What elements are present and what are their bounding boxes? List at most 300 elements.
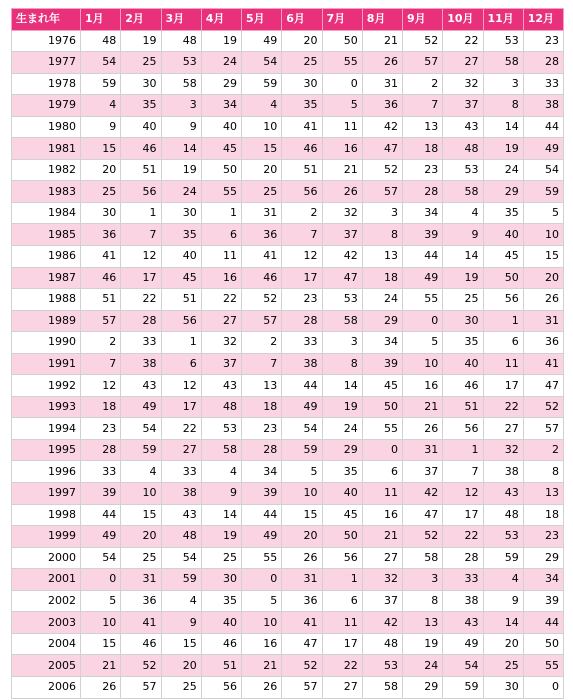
table-row [12, 310, 564, 332]
table-row [12, 138, 564, 160]
value-cell: 56 [201, 676, 241, 698]
table-row [12, 504, 564, 526]
value-cell: 4 [161, 590, 201, 612]
value-cell: 41 [282, 116, 322, 138]
value-cell: 1 [443, 439, 483, 461]
value-cell: 22 [161, 418, 201, 440]
value-cell: 51 [81, 289, 121, 311]
value-cell: 13 [242, 375, 282, 397]
value-cell: 8 [362, 224, 402, 246]
value-cell: 2 [403, 73, 443, 95]
table-row [12, 612, 564, 634]
value-cell: 15 [81, 138, 121, 160]
value-cell: 30 [443, 310, 483, 332]
value-cell: 55 [242, 547, 282, 569]
table-row [12, 95, 564, 117]
value-cell: 5 [403, 332, 443, 354]
value-cell: 15 [81, 633, 121, 655]
value-cell: 5 [322, 95, 362, 117]
value-cell: 19 [121, 30, 161, 52]
value-cell: 13 [403, 116, 443, 138]
value-cell: 25 [121, 52, 161, 74]
value-cell: 39 [242, 483, 282, 505]
value-cell: 49 [242, 526, 282, 548]
value-cell: 29 [322, 439, 362, 461]
table-row [12, 30, 564, 52]
value-cell: 51 [161, 289, 201, 311]
year-cell: 1998 [12, 504, 81, 526]
value-cell: 53 [161, 52, 201, 74]
value-cell: 36 [523, 332, 563, 354]
value-cell: 43 [483, 483, 523, 505]
value-cell: 59 [242, 73, 282, 95]
value-cell: 28 [282, 310, 322, 332]
value-cell: 30 [121, 73, 161, 95]
value-cell: 50 [201, 159, 241, 181]
value-cell: 4 [121, 461, 161, 483]
value-cell: 0 [403, 310, 443, 332]
value-cell: 13 [523, 483, 563, 505]
year-cell: 1988 [12, 289, 81, 311]
table-row [12, 267, 564, 289]
value-cell: 21 [322, 159, 362, 181]
value-cell: 38 [161, 483, 201, 505]
header-month-2: 2月 [121, 9, 161, 31]
value-cell: 40 [201, 612, 241, 634]
value-cell: 48 [483, 504, 523, 526]
value-cell: 6 [201, 224, 241, 246]
year-cell: 1978 [12, 73, 81, 95]
value-cell: 45 [322, 504, 362, 526]
value-cell: 16 [362, 504, 402, 526]
value-cell: 59 [81, 73, 121, 95]
value-cell: 49 [523, 138, 563, 160]
table-row [12, 202, 564, 224]
value-cell: 55 [322, 52, 362, 74]
value-cell: 52 [362, 159, 402, 181]
value-cell: 45 [483, 246, 523, 268]
value-cell: 21 [81, 655, 121, 677]
value-cell: 20 [282, 526, 322, 548]
value-cell: 50 [483, 267, 523, 289]
value-cell: 49 [242, 30, 282, 52]
value-cell: 35 [121, 95, 161, 117]
value-cell: 4 [483, 569, 523, 591]
value-cell: 4 [201, 461, 241, 483]
value-cell: 10 [121, 483, 161, 505]
value-cell: 43 [443, 116, 483, 138]
value-cell: 38 [282, 353, 322, 375]
value-cell: 58 [322, 310, 362, 332]
value-cell: 42 [362, 116, 402, 138]
value-cell: 14 [443, 246, 483, 268]
header-month-9: 9月 [403, 9, 443, 31]
value-cell: 48 [81, 30, 121, 52]
value-cell: 9 [161, 612, 201, 634]
value-cell: 2 [282, 202, 322, 224]
value-cell: 17 [322, 633, 362, 655]
value-cell: 40 [161, 246, 201, 268]
value-cell: 25 [443, 289, 483, 311]
value-cell: 54 [81, 547, 121, 569]
value-cell: 57 [242, 310, 282, 332]
value-cell: 20 [483, 633, 523, 655]
value-cell: 27 [201, 310, 241, 332]
value-cell: 3 [161, 95, 201, 117]
value-cell: 23 [523, 30, 563, 52]
value-cell: 17 [161, 396, 201, 418]
value-cell: 49 [282, 396, 322, 418]
value-cell: 32 [443, 73, 483, 95]
value-cell: 52 [282, 655, 322, 677]
value-cell: 19 [443, 267, 483, 289]
value-cell: 9 [201, 483, 241, 505]
year-cell: 1992 [12, 375, 81, 397]
value-cell: 53 [443, 159, 483, 181]
value-cell: 46 [282, 138, 322, 160]
value-cell: 40 [483, 224, 523, 246]
table-row [12, 289, 564, 311]
table-row [12, 353, 564, 375]
year-cell: 1984 [12, 202, 81, 224]
value-cell: 25 [242, 181, 282, 203]
value-cell: 20 [161, 655, 201, 677]
value-cell: 44 [242, 504, 282, 526]
year-cell: 1976 [12, 30, 81, 52]
value-cell: 29 [483, 181, 523, 203]
value-cell: 18 [403, 138, 443, 160]
value-cell: 47 [362, 138, 402, 160]
value-cell: 37 [443, 95, 483, 117]
value-cell: 33 [81, 461, 121, 483]
value-cell: 23 [523, 526, 563, 548]
value-cell: 33 [121, 332, 161, 354]
value-cell: 12 [161, 375, 201, 397]
value-cell: 23 [242, 418, 282, 440]
header-month-8: 8月 [362, 9, 402, 31]
table-row [12, 332, 564, 354]
value-cell: 57 [403, 52, 443, 74]
value-cell: 31 [242, 202, 282, 224]
value-cell: 41 [523, 353, 563, 375]
value-cell: 46 [201, 633, 241, 655]
value-cell: 57 [282, 676, 322, 698]
year-cell: 1981 [12, 138, 81, 160]
value-cell: 24 [322, 418, 362, 440]
value-cell: 8 [523, 461, 563, 483]
value-cell: 57 [523, 418, 563, 440]
value-cell: 9 [483, 590, 523, 612]
value-cell: 36 [81, 224, 121, 246]
year-cell: 1990 [12, 332, 81, 354]
value-cell: 0 [81, 569, 121, 591]
value-cell: 41 [282, 612, 322, 634]
value-cell: 58 [161, 73, 201, 95]
table-row [12, 116, 564, 138]
value-cell: 54 [523, 159, 563, 181]
value-cell: 42 [403, 483, 443, 505]
value-cell: 6 [161, 353, 201, 375]
value-cell: 50 [523, 633, 563, 655]
value-cell: 57 [121, 676, 161, 698]
table-row [12, 526, 564, 548]
value-cell: 56 [161, 310, 201, 332]
value-cell: 41 [121, 612, 161, 634]
value-cell: 32 [322, 202, 362, 224]
value-cell: 59 [483, 547, 523, 569]
value-cell: 54 [242, 52, 282, 74]
value-cell: 5 [242, 590, 282, 612]
value-cell: 30 [161, 202, 201, 224]
value-cell: 56 [443, 418, 483, 440]
value-cell: 29 [362, 310, 402, 332]
value-cell: 7 [242, 353, 282, 375]
value-cell: 0 [362, 439, 402, 461]
header-birth-year: 生まれ年 [12, 9, 81, 31]
value-cell: 53 [322, 289, 362, 311]
value-cell: 27 [362, 547, 402, 569]
value-cell: 28 [242, 439, 282, 461]
value-cell: 21 [403, 396, 443, 418]
value-cell: 27 [443, 52, 483, 74]
value-cell: 9 [81, 116, 121, 138]
value-cell: 58 [403, 547, 443, 569]
value-cell: 0 [242, 569, 282, 591]
value-cell: 16 [242, 633, 282, 655]
value-cell: 8 [483, 95, 523, 117]
value-cell: 6 [483, 332, 523, 354]
value-cell: 55 [201, 181, 241, 203]
value-cell: 40 [201, 116, 241, 138]
table-row [12, 590, 564, 612]
value-cell: 48 [443, 138, 483, 160]
value-cell: 27 [322, 676, 362, 698]
value-cell: 46 [443, 375, 483, 397]
header-month-4: 4月 [201, 9, 241, 31]
value-cell: 48 [201, 396, 241, 418]
value-cell: 32 [483, 439, 523, 461]
value-cell: 34 [523, 569, 563, 591]
value-cell: 47 [403, 504, 443, 526]
value-cell: 24 [161, 181, 201, 203]
value-cell: 4 [81, 95, 121, 117]
table-row [12, 396, 564, 418]
value-cell: 41 [242, 246, 282, 268]
year-cell: 1986 [12, 246, 81, 268]
value-cell: 53 [362, 655, 402, 677]
value-cell: 1 [161, 332, 201, 354]
value-cell: 51 [201, 655, 241, 677]
value-cell: 5 [523, 202, 563, 224]
value-cell: 29 [201, 73, 241, 95]
value-cell: 45 [201, 138, 241, 160]
value-cell: 23 [81, 418, 121, 440]
value-cell: 49 [121, 396, 161, 418]
value-cell: 11 [362, 483, 402, 505]
value-cell: 1 [483, 310, 523, 332]
table-row [12, 547, 564, 569]
value-cell: 25 [121, 547, 161, 569]
value-cell: 35 [443, 332, 483, 354]
value-cell: 21 [362, 526, 402, 548]
value-cell: 18 [523, 504, 563, 526]
year-cell: 1977 [12, 52, 81, 74]
value-cell: 35 [322, 461, 362, 483]
value-cell: 14 [201, 504, 241, 526]
value-cell: 22 [121, 289, 161, 311]
value-cell: 14 [161, 138, 201, 160]
value-cell: 4 [443, 202, 483, 224]
value-cell: 16 [201, 267, 241, 289]
value-cell: 59 [523, 181, 563, 203]
value-cell: 24 [483, 159, 523, 181]
value-cell: 15 [242, 138, 282, 160]
value-cell: 43 [161, 504, 201, 526]
value-cell: 47 [282, 633, 322, 655]
value-cell: 10 [403, 353, 443, 375]
value-cell: 32 [201, 332, 241, 354]
header-month-7: 7月 [322, 9, 362, 31]
value-cell: 7 [121, 224, 161, 246]
value-cell: 20 [242, 159, 282, 181]
value-cell: 25 [81, 181, 121, 203]
value-cell: 16 [322, 138, 362, 160]
value-cell: 52 [403, 30, 443, 52]
header-month-12: 12月 [523, 9, 563, 31]
value-cell: 34 [201, 95, 241, 117]
value-cell: 20 [523, 267, 563, 289]
value-cell: 7 [282, 224, 322, 246]
value-cell: 40 [443, 353, 483, 375]
value-cell: 11 [322, 612, 362, 634]
value-cell: 52 [121, 655, 161, 677]
value-cell: 24 [403, 655, 443, 677]
value-cell: 22 [483, 396, 523, 418]
value-cell: 49 [403, 267, 443, 289]
value-cell: 51 [443, 396, 483, 418]
value-cell: 30 [483, 676, 523, 698]
value-cell: 51 [121, 159, 161, 181]
value-cell: 6 [362, 461, 402, 483]
value-cell: 26 [282, 547, 322, 569]
value-cell: 30 [201, 569, 241, 591]
value-cell: 37 [322, 224, 362, 246]
value-cell: 57 [81, 310, 121, 332]
value-cell: 52 [523, 396, 563, 418]
value-cell: 39 [403, 224, 443, 246]
value-cell: 18 [242, 396, 282, 418]
value-cell: 11 [322, 116, 362, 138]
value-cell: 19 [161, 159, 201, 181]
header-month-1: 1月 [81, 9, 121, 31]
value-cell: 36 [362, 95, 402, 117]
table-row [12, 676, 564, 698]
value-cell: 14 [483, 612, 523, 634]
value-cell: 56 [282, 181, 322, 203]
value-cell: 59 [282, 439, 322, 461]
value-cell: 54 [443, 655, 483, 677]
value-cell: 10 [242, 116, 282, 138]
value-cell: 35 [483, 202, 523, 224]
value-cell: 13 [362, 246, 402, 268]
value-cell: 33 [443, 569, 483, 591]
value-cell: 38 [121, 353, 161, 375]
value-cell: 39 [81, 483, 121, 505]
value-cell: 45 [362, 375, 402, 397]
value-cell: 40 [322, 483, 362, 505]
value-cell: 30 [81, 202, 121, 224]
year-cell: 1994 [12, 418, 81, 440]
birth-year-month-table [11, 8, 564, 699]
table-row [12, 181, 564, 203]
value-cell: 8 [403, 590, 443, 612]
value-cell: 32 [362, 569, 402, 591]
table-row [12, 224, 564, 246]
value-cell: 9 [443, 224, 483, 246]
value-cell: 49 [81, 526, 121, 548]
value-cell: 29 [523, 547, 563, 569]
value-cell: 47 [523, 375, 563, 397]
value-cell: 34 [403, 202, 443, 224]
year-cell: 1982 [12, 159, 81, 181]
value-cell: 35 [161, 224, 201, 246]
header-month-3: 3月 [161, 9, 201, 31]
value-cell: 55 [523, 655, 563, 677]
value-cell: 26 [81, 676, 121, 698]
value-cell: 37 [201, 353, 241, 375]
value-cell: 39 [523, 590, 563, 612]
year-cell: 1993 [12, 396, 81, 418]
value-cell: 54 [161, 547, 201, 569]
value-cell: 2 [242, 332, 282, 354]
value-cell: 47 [322, 267, 362, 289]
table-row [12, 159, 564, 181]
header-month-6: 6月 [282, 9, 322, 31]
value-cell: 53 [483, 526, 523, 548]
value-cell: 28 [81, 439, 121, 461]
table-row [12, 461, 564, 483]
value-cell: 16 [403, 375, 443, 397]
table-header [12, 9, 564, 31]
value-cell: 26 [322, 181, 362, 203]
value-cell: 52 [403, 526, 443, 548]
value-cell: 57 [362, 181, 402, 203]
value-cell: 44 [523, 612, 563, 634]
value-cell: 55 [403, 289, 443, 311]
value-cell: 18 [362, 267, 402, 289]
value-cell: 58 [483, 52, 523, 74]
value-cell: 40 [121, 116, 161, 138]
value-cell: 9 [161, 116, 201, 138]
value-cell: 22 [443, 526, 483, 548]
year-cell: 1995 [12, 439, 81, 461]
value-cell: 54 [121, 418, 161, 440]
value-cell: 11 [201, 246, 241, 268]
value-cell: 36 [242, 224, 282, 246]
value-cell: 11 [483, 353, 523, 375]
value-cell: 35 [282, 95, 322, 117]
value-cell: 17 [121, 267, 161, 289]
value-cell: 49 [443, 633, 483, 655]
value-cell: 30 [282, 73, 322, 95]
value-cell: 53 [201, 418, 241, 440]
value-cell: 3 [362, 202, 402, 224]
value-cell: 1 [201, 202, 241, 224]
value-cell: 19 [201, 526, 241, 548]
value-cell: 0 [523, 676, 563, 698]
year-cell: 1987 [12, 267, 81, 289]
value-cell: 31 [282, 569, 322, 591]
